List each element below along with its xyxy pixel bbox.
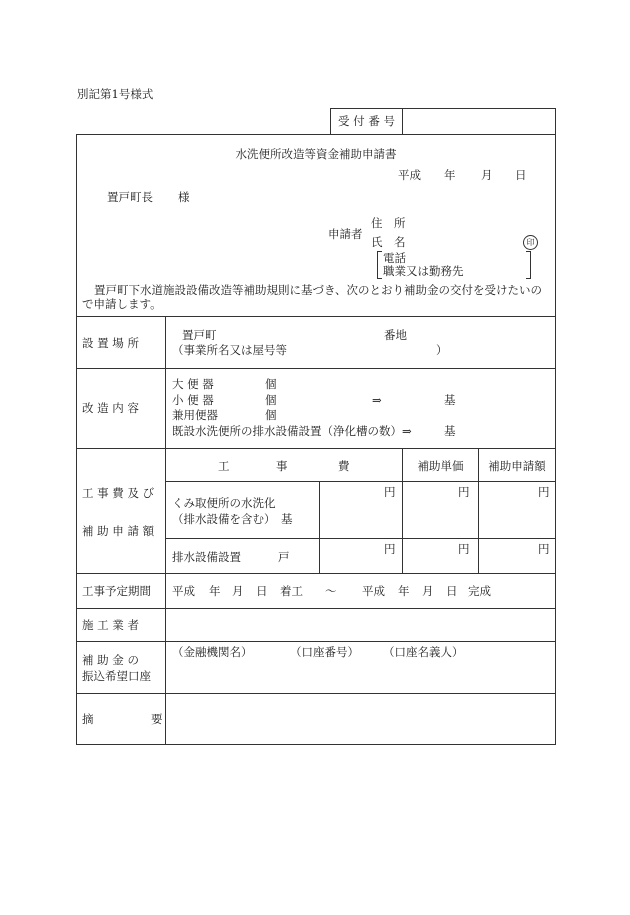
reception-box-right — [555, 108, 556, 134]
cost-header-unit-price: 補助単価 — [417, 459, 464, 473]
addressee-honorific: 様 — [178, 190, 190, 204]
row-divider-bank — [76, 641, 556, 642]
reception-box-top — [330, 108, 556, 109]
schedule-start-month: 月 — [232, 584, 244, 598]
schedule-end-month: 月 — [422, 584, 434, 598]
cost-col-divider-0 — [319, 481, 320, 573]
schedule-start-day: 日 — [256, 584, 268, 598]
schedule-start-era: 平成 — [172, 584, 195, 598]
date-era: 平成 — [398, 168, 421, 182]
renovation-item-name: 兼用便器 — [172, 408, 218, 422]
applicant-label: 申請者 — [328, 227, 363, 241]
cost-row2-yen-amount: 円 — [538, 542, 550, 556]
cost-row1-line2: （排水設備を含む） — [172, 512, 276, 526]
cost-header-c3: 費 — [338, 459, 350, 473]
cost-row1-yen-price: 円 — [458, 485, 470, 499]
location-town: 置戸町 — [182, 328, 217, 342]
location-banchi: 番地 — [384, 328, 407, 342]
bank-account-holder-label: （口座名義人） — [383, 645, 464, 659]
cost-row1-unit: 基 — [281, 512, 293, 526]
row-divider-contractor — [76, 608, 556, 609]
schedule-label: 工事予定期間 — [82, 584, 151, 598]
cost-row2-unit: 戸 — [278, 550, 290, 564]
renovation-arrow: ⇒ — [372, 393, 382, 407]
cost-row1-yen-cost: 円 — [384, 485, 396, 499]
renovation-item-unit: 個 — [265, 393, 277, 407]
row-divider-remarks — [76, 693, 556, 694]
cost-row1-yen-amount: 円 — [538, 485, 550, 499]
phone-label: 電話 — [383, 251, 406, 265]
cost-row1-line1: くみ取便所の水洗化 — [172, 496, 276, 510]
name-label: 氏 名 — [371, 235, 406, 249]
remarks-label: 摘 要 — [82, 712, 163, 726]
label-column-divider — [165, 316, 166, 744]
form-title: 水洗便所改造等資金補助申請書 — [235, 147, 397, 161]
frame-right — [555, 134, 556, 744]
location-note-open: （事業所名又は屋号等 — [172, 343, 287, 357]
form-number: 別記第1号様式 — [77, 87, 154, 101]
date-day[interactable]: 日 — [515, 168, 527, 182]
renovation-item-unit: 個 — [265, 377, 277, 391]
statement-line1: 置戸町下水道施設設備改造等補助規則に基づき、次のとおり補助金の交付を受けたいの — [94, 283, 543, 297]
renovation-item-unit2: 基 — [444, 393, 456, 407]
cost-label-line1: 工 事 費 及 び — [82, 486, 155, 500]
contact-bracket-right — [526, 251, 531, 279]
drainage-unit: 基 — [444, 424, 456, 438]
cost-row2-yen-cost: 円 — [384, 542, 396, 556]
cost-header-amount: 補助申請額 — [488, 459, 546, 473]
reception-number-label: 受 付 番 号 — [338, 114, 395, 128]
cost-row-divider — [166, 538, 556, 539]
renovation-item-unit: 個 — [265, 408, 277, 422]
renovation-label: 改 造 内 容 — [82, 401, 139, 415]
schedule-end-year: 年 — [398, 584, 410, 598]
addressee-name: 置戸町長 — [107, 190, 153, 204]
frame-bottom — [76, 744, 556, 745]
workplace-label: 職業又は勤務先 — [383, 264, 464, 278]
cost-header-c2: 事 — [276, 459, 288, 473]
schedule-end-word: 完成 — [468, 584, 491, 598]
date-year[interactable]: 年 — [444, 168, 456, 182]
bank-label-line2: 振込希望口座 — [82, 669, 151, 683]
bank-account-number-label: （口座番号） — [290, 645, 359, 659]
drainage-text: 既設水洗便所の排水設備設置（浄化槽の数）⇒ — [172, 424, 412, 438]
location-note-close: ） — [436, 343, 448, 357]
address-label: 住 所 — [371, 216, 406, 230]
frame-left — [76, 134, 77, 744]
renovation-item-name: 小 便 器 — [172, 393, 214, 407]
bank-label-line1: 補 助 金 の — [82, 653, 139, 667]
schedule-start-word: 着工 — [280, 584, 303, 598]
cost-row2-yen-price: 円 — [458, 542, 470, 556]
row-divider-renovation — [76, 368, 556, 369]
statement-line2: で申請します。 — [82, 297, 162, 311]
contact-bracket-left — [377, 251, 382, 279]
schedule-start-year: 年 — [209, 584, 221, 598]
contractor-label: 施 工 業 者 — [82, 618, 139, 632]
schedule-end-era: 平成 — [362, 584, 385, 598]
renovation-item-name: 大 便 器 — [172, 377, 214, 391]
location-label: 設 置 場 所 — [82, 336, 139, 350]
cost-label-line2: 補 助 申 請 額 — [82, 524, 155, 538]
frame-top — [76, 134, 556, 135]
row-divider-cost — [76, 448, 556, 449]
schedule-tilde: ～ — [325, 584, 337, 598]
seal-mark: 印 — [523, 235, 538, 250]
schedule-end-day: 日 — [446, 584, 458, 598]
cost-row2-line1: 排水設備設置 — [172, 550, 241, 564]
reception-box-divider — [402, 108, 403, 134]
row-divider-schedule — [76, 573, 556, 574]
bank-name-label: （金融機関名） — [172, 645, 253, 659]
date-month[interactable]: 月 — [481, 168, 493, 182]
row-divider-location — [76, 316, 556, 317]
cost-header-c1: 工 — [218, 459, 230, 473]
cost-header-divider — [166, 481, 556, 482]
